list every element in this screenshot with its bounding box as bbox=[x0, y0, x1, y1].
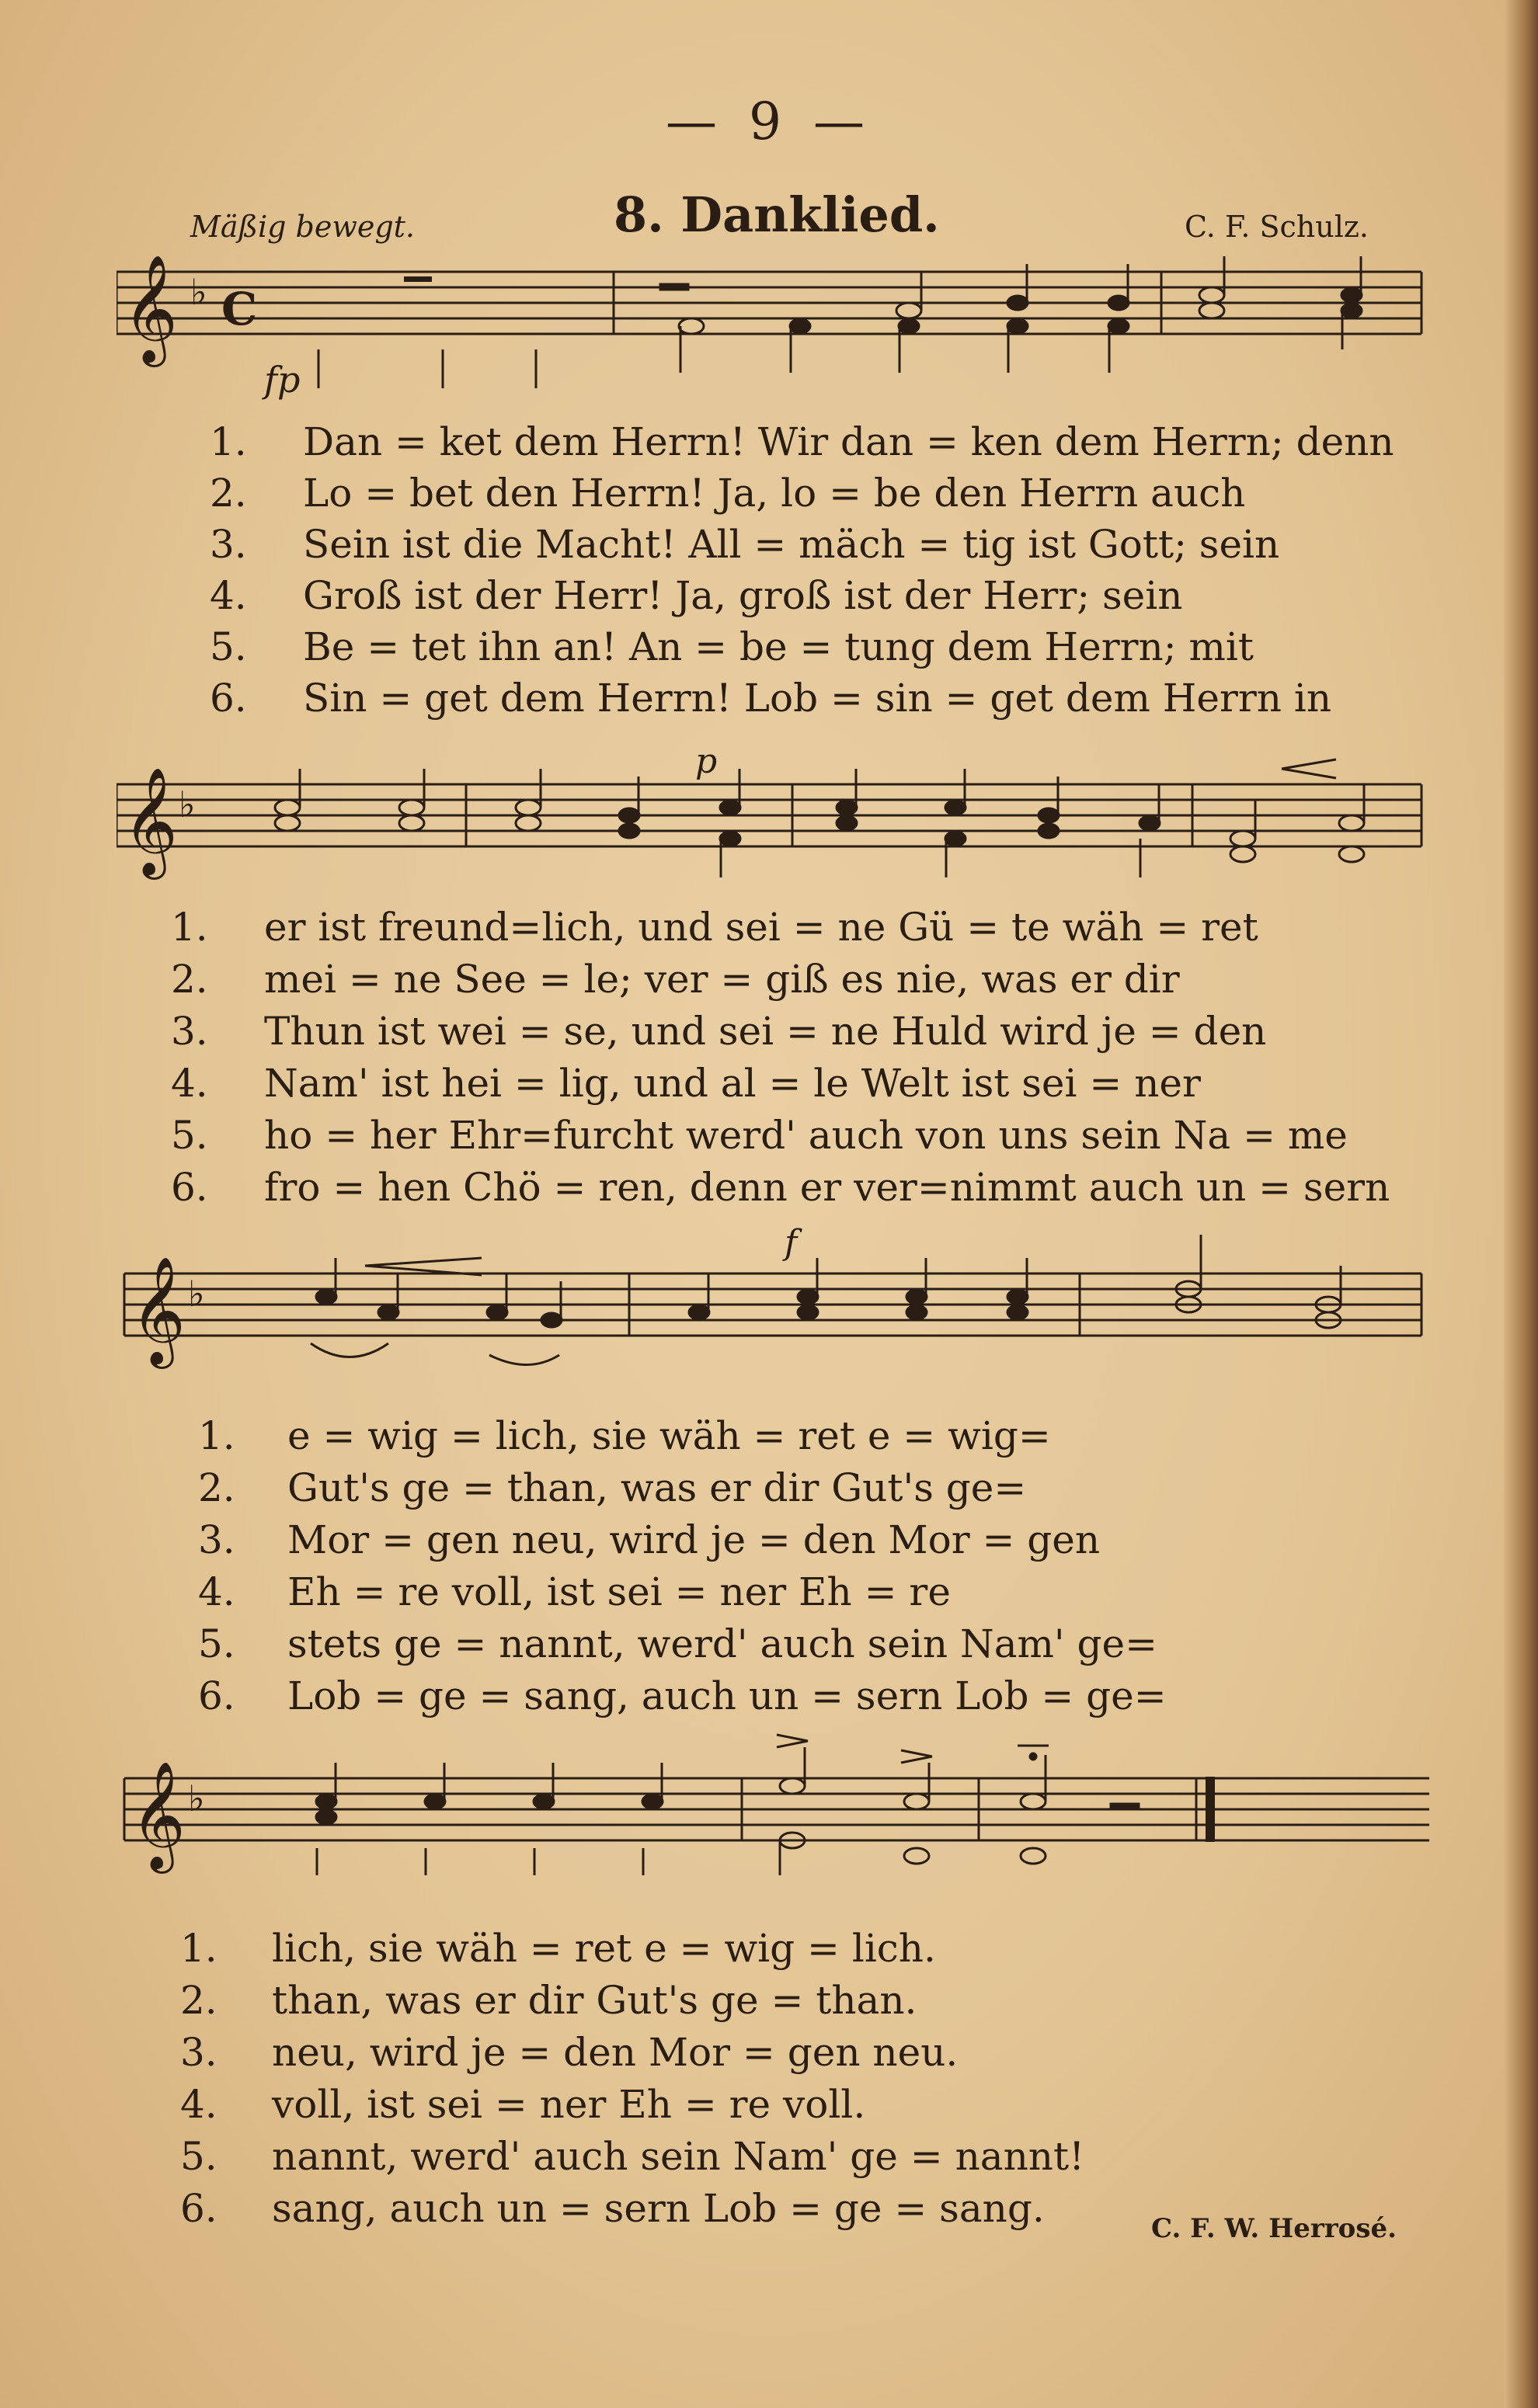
verse-text: fro = hen Chö = ren, denn er ver=nimmt auch un = sern bbox=[264, 1165, 1390, 1210]
music-staff-1 bbox=[117, 256, 1429, 427]
verse-number: 5. bbox=[180, 2134, 217, 2179]
verse-text: Dan = ket dem Herrn! Wir dan = ken dem Herrn; denn bbox=[303, 419, 1394, 464]
verse-text: lich, sie wäh = ret e = wig = lich. bbox=[272, 1926, 936, 1971]
music-staff-3 bbox=[117, 1227, 1429, 1406]
verse-number: 6. bbox=[198, 1673, 235, 1718]
verse-text: mei = ne See = le; ver = giß es nie, was er dir bbox=[264, 957, 1180, 1002]
dynamic-fp: fp bbox=[264, 359, 301, 401]
song-header bbox=[0, 186, 1538, 248]
text-author: C. F. W. Herrosé. bbox=[1151, 2213, 1397, 2244]
verse-number: 4. bbox=[180, 2082, 217, 2127]
tempo-marking: Mäßig bewegt. bbox=[190, 210, 416, 244]
verse-text: Sin = get dem Herrn! Lob = sin = get dem Herrn in bbox=[303, 676, 1332, 721]
verse-text: er ist freund=lich, und sei = ne Gü = te wäh = ret bbox=[264, 905, 1258, 950]
verse-text: voll, ist sei = ner Eh = re voll. bbox=[272, 2082, 866, 2127]
flat-icon: ♭ bbox=[190, 271, 207, 313]
composer: C. F. Schulz. bbox=[1185, 210, 1369, 244]
page-edge bbox=[1504, 0, 1538, 2408]
song-title: 8. Danklied. bbox=[614, 186, 940, 243]
dynamic-p: p bbox=[695, 742, 718, 781]
verse-text: Nam' ist hei = lig, und al = le Welt ist sei = ner bbox=[264, 1061, 1201, 1106]
verse-number: 3. bbox=[210, 522, 247, 567]
verse-number: 6. bbox=[171, 1165, 208, 1210]
flat-icon: ♭ bbox=[188, 1777, 205, 1819]
verse-text: sang, auch un = sern Lob = ge = sang. bbox=[272, 2186, 1045, 2231]
verse-text: Eh = re voll, ist sei = ner Eh = re bbox=[287, 1569, 951, 1614]
verse-text: than, was er dir Gut's ge = than. bbox=[272, 1978, 917, 2023]
flat-icon: ♭ bbox=[179, 784, 196, 825]
flat-icon: ♭ bbox=[188, 1273, 205, 1315]
treble-clef-icon: 𝄞 bbox=[130, 1761, 186, 1869]
verse-text: nannt, werd' auch sein Nam' ge = nannt! bbox=[272, 2134, 1085, 2179]
verse-text: ho = her Ehr=furcht werd' auch von uns sein Na = me bbox=[264, 1113, 1348, 1158]
verse-number: 4. bbox=[171, 1061, 208, 1106]
verse-number: 6. bbox=[210, 676, 247, 721]
verse-number: 5. bbox=[210, 624, 247, 669]
verse-text: Thun ist wei = se, und sei = ne Huld wird je = den bbox=[264, 1009, 1267, 1054]
verse-text: Sein ist die Macht! All = mäch = tig ist Gott; sein bbox=[303, 522, 1280, 567]
common-time-icon: C bbox=[221, 283, 258, 335]
music-staff-2 bbox=[117, 738, 1429, 909]
verse-number: 4. bbox=[198, 1569, 235, 1614]
verse-number: 4. bbox=[210, 573, 247, 618]
verse-text: Gut's ge = than, was er dir Gut's ge= bbox=[287, 1465, 1027, 1510]
verse-number: 3. bbox=[171, 1009, 208, 1054]
verse-text: neu, wird je = den Mor = gen neu. bbox=[272, 2030, 959, 2075]
verse-number: 2. bbox=[180, 1978, 217, 2023]
verse-number: 2. bbox=[210, 471, 247, 516]
treble-clef-icon: 𝄞 bbox=[130, 1256, 186, 1364]
treble-clef-icon: 𝄞 bbox=[123, 767, 178, 875]
verse-number: 1. bbox=[180, 1926, 217, 1971]
verse-text: Be = tet ihn an! An = be = tung dem Herrn; mit bbox=[303, 624, 1254, 669]
verse-number: 1. bbox=[210, 419, 247, 464]
verse-number: 5. bbox=[198, 1621, 235, 1666]
dynamic-f: f bbox=[785, 1227, 798, 1263]
verse-text: e = wig = lich, sie wäh = ret e = wig= bbox=[287, 1413, 1051, 1458]
verse-number: 2. bbox=[198, 1465, 235, 1510]
treble-clef-icon: 𝄞 bbox=[123, 256, 178, 363]
page-number: — 9 — bbox=[666, 92, 872, 151]
verse-number: 6. bbox=[180, 2186, 217, 2231]
verse-text: Groß ist der Herr! Ja, groß ist der Herr; sein bbox=[303, 573, 1183, 618]
verse-number: 1. bbox=[198, 1413, 235, 1458]
verse-number: 2. bbox=[171, 957, 208, 1002]
verse-number: 5. bbox=[171, 1113, 208, 1158]
verse-number: 3. bbox=[180, 2030, 217, 2075]
music-staff-4 bbox=[117, 1724, 1429, 1910]
verse-text: Lob = ge = sang, auch un = sern Lob = ge= bbox=[287, 1673, 1167, 1718]
verse-text: Lo = bet den Herrn! Ja, lo = be den Herrn auch bbox=[303, 471, 1246, 516]
verse-text: Mor = gen neu, wird je = den Mor = gen bbox=[287, 1517, 1101, 1562]
verse-number: 3. bbox=[198, 1517, 235, 1562]
verse-text: stets ge = nannt, werd' auch sein Nam' ge= bbox=[287, 1621, 1158, 1666]
verse-number: 1. bbox=[171, 905, 208, 950]
